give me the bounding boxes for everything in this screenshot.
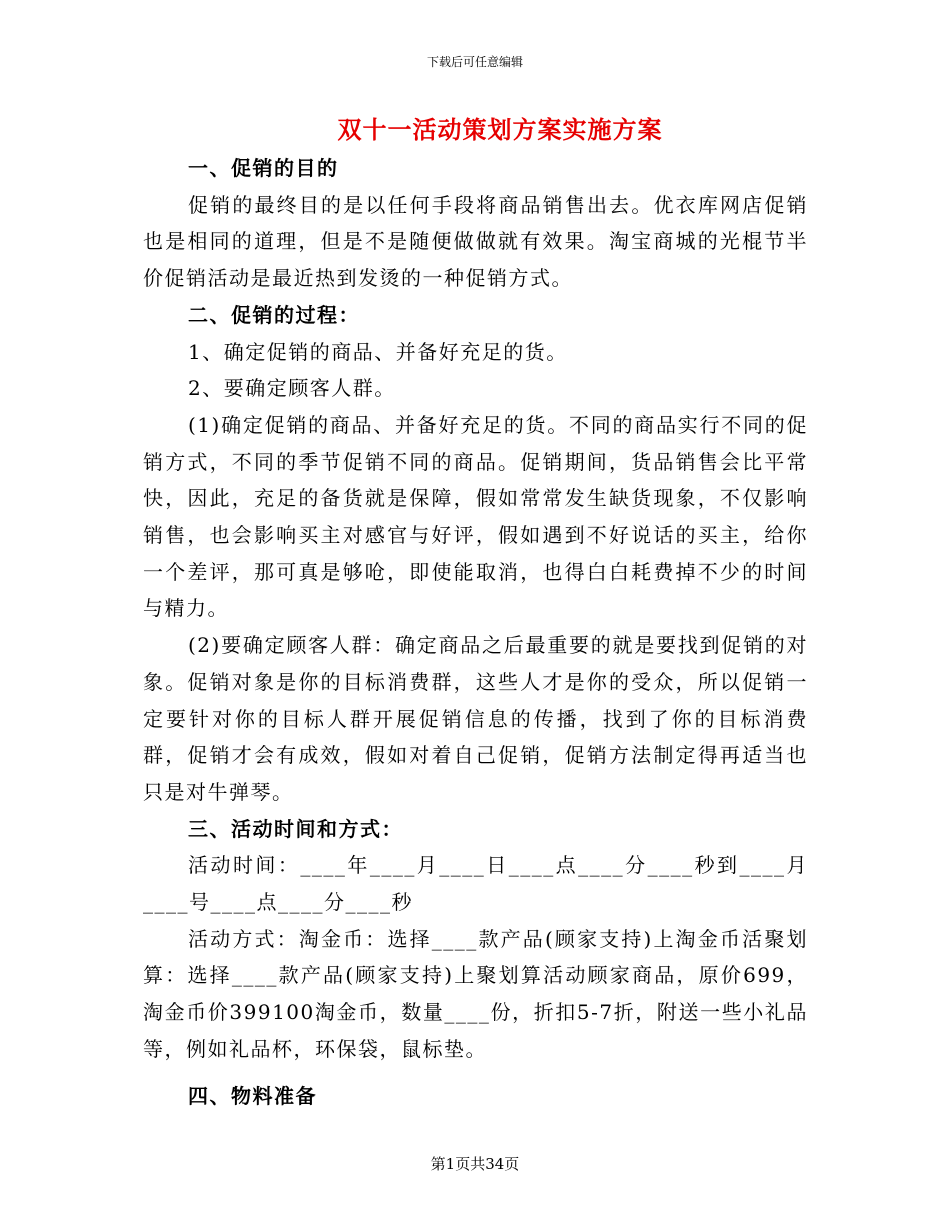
- section-2-item-1: 1、确定促销的商品、并备好充足的货。: [188, 339, 568, 364]
- section-4-heading: 四、物料准备: [188, 1083, 317, 1108]
- section-2-paragraph-1: (1)确定促销的商品、并备好充足的货。不同的商品实行不同的促销方式，不同的季节促销不同的商品。促销期间，货品销售会比平常快，因此，充足的备货就是保障，假如常常发生缺货现象，不仅影响销售，也会影响买主对感官与好评，假如遇到不好说话的买主，给你一个差评，那可真是够呛，即使能取消，也得白白耗费掉不少的时间与精力。: [143, 412, 808, 621]
- section-3-activity-method: 活动方式：淘金币：选择____款产品(顾家支持)上淘金币活聚划算：选择____款产品(顾家支持)上聚划算活动顾家商品，原价699，淘金币价399100淘金币，数量____份，折扣5-7折，附送一些小礼品等，例如礼品杯，环保袋，鼠标垫。: [143, 926, 808, 1061]
- section-1-paragraph: 促销的最终目的是以任何手段将商品销售出去。优衣库网店促销也是相同的道理，但是不是随便做做就有效果。淘宝商城的光棍节半价促销活动是最近热到发烫的一种促销方式。: [143, 192, 808, 291]
- page-footer-number: 第1页共34页: [430, 1155, 520, 1173]
- section-2-paragraph-2: (2)要确定顾客人群：确定商品之后最重要的就是要找到促销的对象。促销对象是你的目标消费群，这些人才是你的受众，所以促销一定要针对你的目标人群开展促销信息的传播，找到了你的目标消费群，促销才会有成效，假如对着自己促销，促销方法制定得再适当也只是对牛弹琴。: [143, 633, 808, 804]
- section-2-heading: 二、促销的过程：: [188, 302, 360, 327]
- section-2-item-2: 2、要确定顾客人群。: [188, 376, 396, 401]
- section-3-heading: 三、活动时间和方式：: [188, 816, 403, 841]
- section-1-heading: 一、促销的目的: [188, 156, 339, 180]
- document-body: [143, 150, 808, 1114]
- section-3-activity-time: 活动时间：____年____月____日____点____分____秒到____月____号____点____分____秒: [143, 853, 808, 915]
- document-title: 双十一活动策划方案实施方案: [337, 115, 663, 144]
- page-header-note: 下载后可任意编辑: [426, 55, 523, 69]
